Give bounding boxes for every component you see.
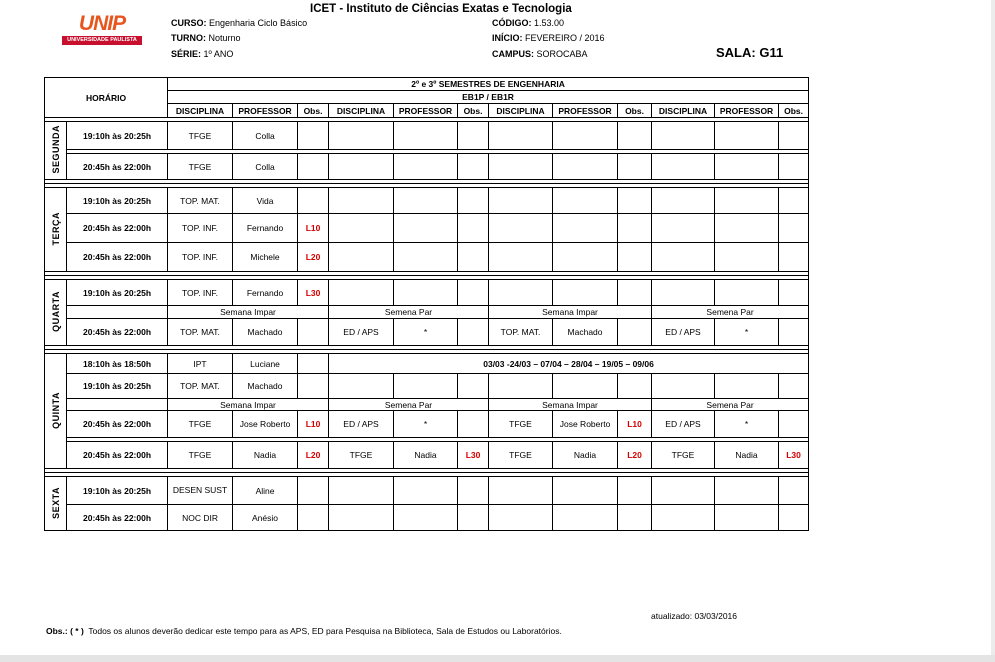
time-cell: 19:10h às 20:25h	[67, 280, 168, 306]
professor-cell: Jose Roberto	[233, 411, 298, 438]
logo-text: UNIP	[78, 12, 126, 35]
disciplina-cell: TOP. MAT.	[168, 374, 233, 399]
col-professor: PROFESSOR	[715, 104, 779, 118]
disciplina-cell: TOP. INF.	[168, 214, 233, 243]
professor-cell: Anésio	[233, 505, 298, 531]
day-quinta: QUINTA	[45, 354, 67, 469]
week-label: Semena Par	[652, 399, 809, 411]
updated-date: atualizado: 03/03/2016	[651, 611, 738, 621]
col-professor: PROFESSOR	[233, 104, 298, 118]
time-cell: 19:10h às 20:25h	[67, 122, 168, 150]
professor-cell: Nadia	[715, 442, 779, 469]
ipt-dates: 03/03 -24/03 – 07/04 – 28/04 – 19/05 – 09/06	[329, 354, 809, 374]
disciplina-cell: NOC DIR	[168, 505, 233, 531]
page-title: ICET - Instituto de Ciências Exatas e Tecnologia	[310, 3, 572, 15]
week-label: Semena Par	[329, 306, 489, 319]
disciplina-cell: ED / APS	[652, 319, 715, 346]
col-obs: Obs.	[458, 104, 489, 118]
obs-lab-cell: L20	[298, 243, 329, 272]
professor-cell: *	[715, 319, 779, 346]
time-cell: 19:10h às 20:25h	[67, 374, 168, 399]
scrollbar-track[interactable]	[991, 0, 995, 662]
professor-cell: Colla	[233, 154, 298, 180]
professor-cell: Jose Roberto	[553, 411, 618, 438]
obs-lab-cell: L20	[618, 442, 652, 469]
professor-cell: Nadia	[394, 442, 458, 469]
time-cell: 20:45h às 22:00h	[67, 319, 168, 346]
obs-lab-cell	[779, 411, 809, 438]
week-label: Semana Impar	[168, 306, 329, 319]
disciplina-cell: TOP. INF.	[168, 280, 233, 306]
week-label: Semana Impar	[168, 399, 329, 411]
col-professor: PROFESSOR	[553, 104, 618, 118]
disciplina-cell: TFGE	[168, 442, 233, 469]
professor-cell: Machado	[233, 319, 298, 346]
disciplina-cell: ED / APS	[652, 411, 715, 438]
disciplina-cell: TFGE	[168, 411, 233, 438]
professor-cell: *	[394, 319, 458, 346]
professor-cell: Machado	[233, 374, 298, 399]
professor-cell: *	[715, 411, 779, 438]
campus-line: CAMPUS: SOROCABA	[492, 49, 588, 59]
codigo-line: CÓDIGO: 1.53.00	[492, 18, 565, 28]
disciplina-cell: TOP. MAT.	[168, 319, 233, 346]
disciplina-cell: TOP. INF.	[168, 243, 233, 272]
unip-logo	[62, 14, 142, 45]
col-disciplina: DISCIPLINA	[489, 104, 553, 118]
obs-lab-cell	[458, 411, 489, 438]
turmas-header: EB1P / EB1R	[168, 91, 809, 104]
semestres-header: 2º e 3º SEMESTRES DE ENGENHARIA	[168, 78, 809, 91]
time-cell: 20:45h às 22:00h	[67, 505, 168, 531]
room-label: SALA: G11	[716, 45, 784, 60]
week-label: Semana Impar	[489, 306, 652, 319]
obs-lab-cell: L10	[298, 214, 329, 243]
bottom-bar	[0, 655, 995, 662]
col-obs: Obs.	[618, 104, 652, 118]
col-obs: Obs.	[298, 104, 329, 118]
serie-line: SÉRIE: 1º ANO	[171, 49, 234, 59]
time-cell: 19:10h às 20:25h	[67, 477, 168, 505]
professor-cell: Aline	[233, 477, 298, 505]
time-cell: 20:45h às 22:00h	[67, 154, 168, 180]
week-label: Semena Par	[652, 306, 809, 319]
disciplina-cell: TOP. MAT.	[168, 188, 233, 214]
inicio-line: INÍCIO: FEVEREIRO / 2016	[492, 33, 605, 43]
time-cell: 19:10h às 20:25h	[67, 188, 168, 214]
disciplina-cell: TFGE	[329, 442, 394, 469]
disciplina-cell: TFGE	[489, 442, 553, 469]
obs-lab-cell: L30	[458, 442, 489, 469]
professor-cell: Nadia	[233, 442, 298, 469]
professor-cell: Fernando	[233, 214, 298, 243]
professor-cell: Colla	[233, 122, 298, 150]
disciplina-cell: TOP. MAT.	[489, 319, 553, 346]
disciplina-cell: TFGE	[168, 154, 233, 180]
professor-cell: Machado	[553, 319, 618, 346]
time-cell: 20:45h às 22:00h	[67, 243, 168, 272]
col-disciplina: DISCIPLINA	[168, 104, 233, 118]
curso-line: CURSO: Engenharia Ciclo Básico	[171, 18, 308, 28]
horario-header: HORÁRIO	[45, 78, 168, 118]
obs-lab-cell: L30	[298, 280, 329, 306]
disciplina-cell: TFGE	[168, 122, 233, 150]
professor-cell: *	[394, 411, 458, 438]
time-cell: 20:45h às 22:00h	[67, 411, 168, 438]
week-label: Semena Par	[329, 399, 489, 411]
time-cell: 18:10h às 18:50h	[67, 354, 168, 374]
professor-cell: Nadia	[553, 442, 618, 469]
time-cell: 20:45h às 22:00h	[67, 442, 168, 469]
disciplina-cell: DESEN SUST	[168, 477, 233, 505]
logo-subtitle: UNIVERSIDADE PAULISTA	[62, 36, 142, 45]
disciplina-cell: TFGE	[489, 411, 553, 438]
turno-line: TURNO: Noturno	[171, 33, 241, 43]
day-segunda: SEGUNDA	[45, 122, 67, 180]
day-terca: TERÇA	[45, 188, 67, 272]
col-disciplina: DISCIPLINA	[652, 104, 715, 118]
day-quarta: QUARTA	[45, 280, 67, 346]
disciplina-cell: ED / APS	[329, 411, 394, 438]
disciplina-cell: TFGE	[652, 442, 715, 469]
footer-note: Obs.: ( * ) Todos os alunos deverão dedicar este tempo para as APS, ED para Pesquisa na Biblioteca, Sala de Estudos ou Laboratórios.	[46, 626, 562, 636]
obs-lab-cell: L10	[298, 411, 329, 438]
schedule-table	[44, 77, 809, 531]
obs-lab-cell: L10	[618, 411, 652, 438]
professor-cell: Fernando	[233, 280, 298, 306]
professor-cell: Vida	[233, 188, 298, 214]
col-obs: Obs.	[779, 104, 809, 118]
disciplina-cell: IPT	[168, 354, 233, 374]
col-disciplina: DISCIPLINA	[329, 104, 394, 118]
professor-cell: Michele	[233, 243, 298, 272]
obs-lab-cell: L30	[779, 442, 809, 469]
week-label: Semana Impar	[489, 399, 652, 411]
disciplina-cell: ED / APS	[329, 319, 394, 346]
professor-cell: Luciane	[233, 354, 298, 374]
col-professor: PROFESSOR	[394, 104, 458, 118]
day-sexta: SEXTA	[45, 477, 67, 531]
time-cell: 20:45h às 22:00h	[67, 214, 168, 243]
obs-lab-cell: L20	[298, 442, 329, 469]
